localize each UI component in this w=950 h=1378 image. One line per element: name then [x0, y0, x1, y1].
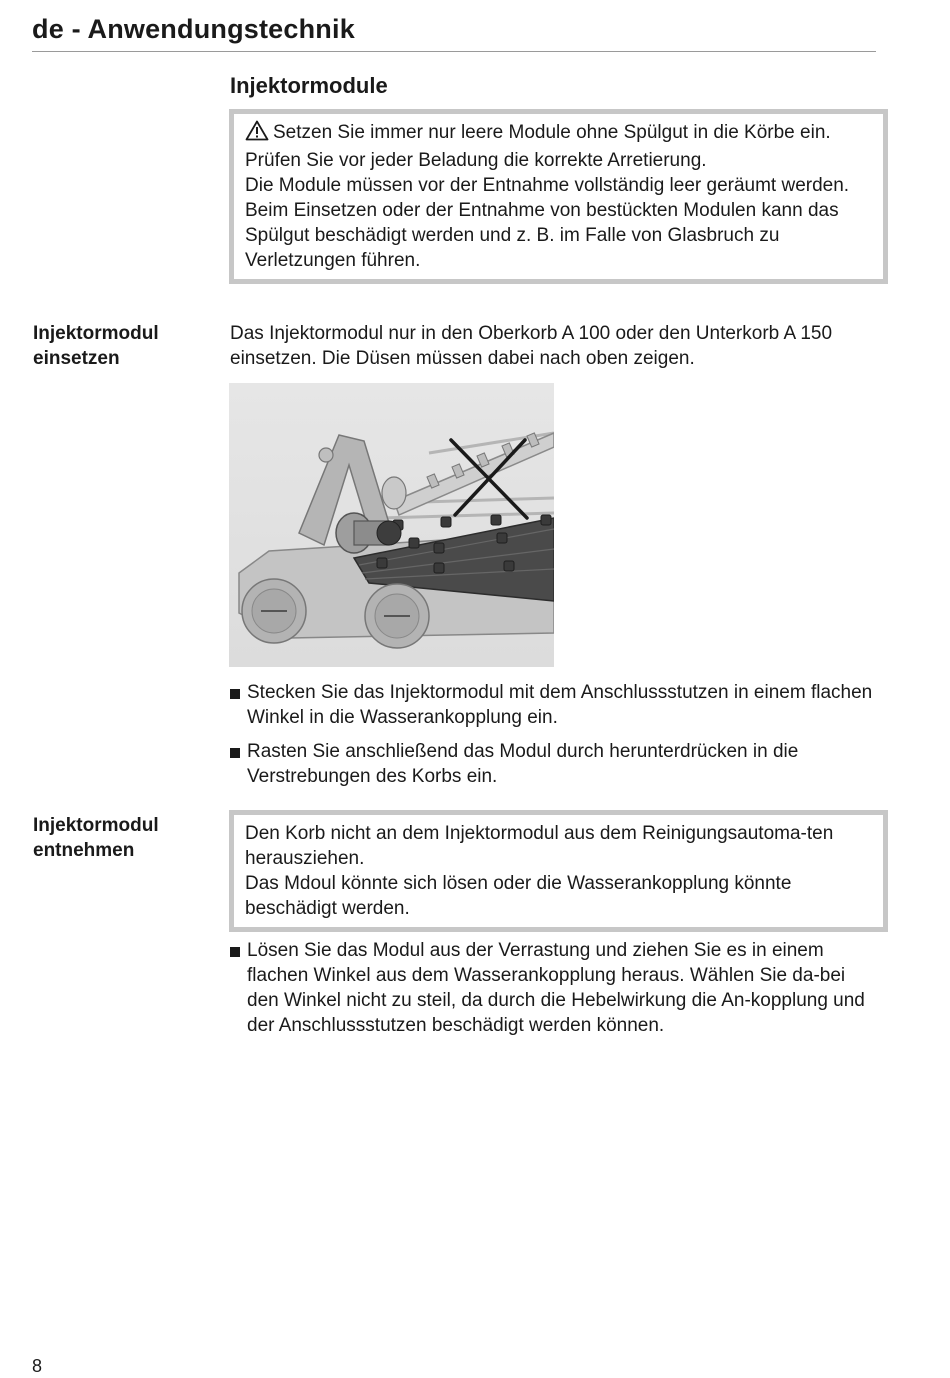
- remove-notice-line-1: Den Korb nicht an dem Injektormodul aus dem Reinigungsautoma-ten herausziehen.: [245, 823, 834, 869]
- warning-text-1: Setzen Sie immer nur leere Module ohne Spülgut in die Körbe ein. Prüfen Sie vor jeder Beladung die korrekte Arretierung.: [245, 122, 831, 171]
- list-item: [230, 938, 880, 1038]
- page-number: 8: [32, 1356, 43, 1376]
- insert-label-line-2: einsetzen: [33, 348, 120, 369]
- remove-notice-box: [229, 810, 888, 932]
- insert-label-line-1: Injektormodul: [33, 323, 159, 344]
- remove-notice-line-2: Das Mdoul könnte sich lösen oder die Wasserankopplung könnte beschädigt werden.: [245, 873, 792, 919]
- remove-steps: [230, 938, 880, 1047]
- warning-triangle-icon: [245, 120, 269, 148]
- list-item: [230, 680, 880, 730]
- insert-label: [33, 321, 213, 371]
- list-item: [230, 739, 880, 789]
- page-header: de - Anwendungstechnik: [32, 14, 876, 52]
- section-title: Injektormodule: [230, 73, 388, 98]
- bullet-square-icon: [230, 748, 240, 758]
- insert-step-2: Rasten Sie anschließend das Modul durch herunterdrücken in die Verstrebungen des Korbs ein.: [247, 741, 799, 787]
- bullet-square-icon: [230, 689, 240, 699]
- remove-step-1: Lösen Sie das Modul aus der Verrastung und ziehen Sie es in einem flachen Winkel aus dem Wasserankopplung heraus. Wählen Sie da-bei den Winkel nicht zu steil, da durch die Hebelwirkung die An-kopplung und der Anschlussstutzen beschädigt werden können.: [247, 940, 865, 1036]
- remove-label-line-2: entnehmen: [33, 840, 135, 861]
- warning-line-3: Beim Einsetzen oder der Entnahme von bestückten Modulen kann das Spülgut beschädigt werden und z. B. im Falle von Glasbruch zu Verletzungen führen.: [245, 200, 839, 271]
- remove-label: [33, 813, 213, 863]
- insert-step-1: Stecken Sie das Injektormodul mit dem Anschlussstutzen in einem flachen Winkel in die Wasserankopplung ein.: [247, 682, 873, 728]
- injector-module-illustration: [229, 383, 554, 667]
- insert-text: Das Injektormodul nur in den Oberkorb A 100 oder den Unterkorb A 150 einsetzen. Die Düsen müssen dabei nach oben zeigen.: [230, 323, 833, 369]
- bullet-square-icon: [230, 947, 240, 957]
- warning-line-1: [245, 120, 871, 173]
- insert-steps: [230, 680, 880, 798]
- warning-box: [229, 109, 888, 284]
- warning-line-2: Die Module müssen vor der Entnahme vollständig leer geräumt werden.: [245, 175, 850, 196]
- remove-label-line-1: Injektormodul: [33, 815, 159, 836]
